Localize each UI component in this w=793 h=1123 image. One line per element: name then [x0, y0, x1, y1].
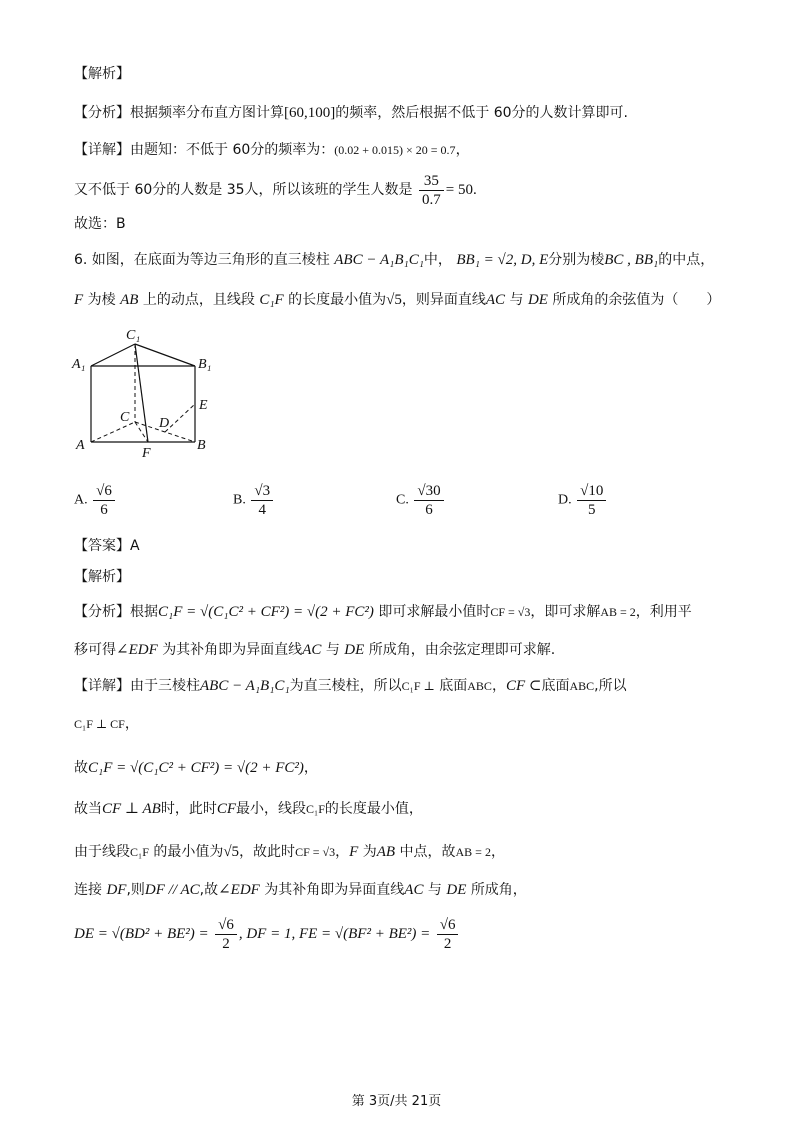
text-fragment: ，则异面直线: [401, 292, 486, 308]
analysis-line-3: [74, 640, 555, 660]
segment-de-dashed: [165, 404, 195, 432]
ab-value: AB = 2: [455, 845, 491, 859]
perp-math: C₁F ⊥: [401, 679, 435, 693]
text-fragment: ,则: [126, 882, 145, 898]
detail-line-5: [74, 758, 318, 778]
edge-a1c1: [91, 344, 135, 366]
label-b: B: [197, 438, 206, 453]
subset-math: CF ⊂: [505, 678, 542, 694]
line-de: DE: [527, 292, 548, 308]
segment-df: DF: [106, 882, 127, 898]
text-fragment: 中，: [423, 252, 452, 268]
text-fragment: 的最小值为: [153, 844, 224, 860]
de-formula: DE = √(BD² + BE²) =: [74, 926, 209, 942]
analysis-heading-2: 【解析】: [74, 569, 130, 585]
fraction-numerator: √6: [437, 916, 459, 935]
text-fragment: ,所以: [594, 678, 627, 694]
analysis-heading-1: 【解析】: [74, 66, 130, 82]
option-letter: A.: [74, 492, 88, 508]
text-fragment: ，: [124, 716, 139, 732]
fraction-numerator: √10: [577, 482, 606, 501]
question-6-line-2: [74, 290, 720, 310]
text-fragment: 6. 如图，在底面为等边三角形的直三棱柱: [74, 252, 330, 268]
option-letter: B.: [233, 492, 246, 508]
text-fragment: ,故: [199, 882, 219, 898]
detail-line-9: [74, 914, 460, 954]
angle-edf: ∠EDF: [218, 882, 260, 898]
text-fragment: 与: [509, 292, 524, 308]
line-ac: AC: [302, 642, 322, 658]
text-fragment: 所成角，: [470, 882, 527, 898]
prism-name: ABC − A₁B₁C₁: [200, 678, 290, 694]
c1f-formula: C₁F = √(C₁C² + CF²) = √(2 + FC²): [158, 604, 374, 620]
edge-ab: AB: [120, 292, 139, 308]
label-d: D: [159, 416, 170, 431]
text-fragment: 中点，故: [399, 844, 456, 860]
text-fragment: 故当: [74, 801, 102, 817]
detail-line-2: [74, 170, 477, 210]
point-f: F: [349, 844, 359, 860]
text-fragment: 为其补角即为异面直线: [264, 882, 405, 898]
perp-math: C₁F ⊥ CF: [74, 717, 125, 731]
text-fragment: 连接: [74, 882, 102, 898]
text-fragment: 底面: [541, 678, 570, 694]
fraction-denominator: 6: [100, 502, 108, 518]
de-fraction: [215, 916, 237, 953]
point-f: F: [74, 292, 84, 308]
detail-line-3: [74, 676, 627, 696]
text-fragment: 为棱: [87, 292, 116, 308]
students-fraction: [419, 172, 444, 209]
text-fragment: 故: [74, 760, 88, 776]
plane-abc: ABC: [569, 679, 595, 693]
detail-line-1: [74, 140, 470, 160]
text-fragment: 上的动点，且线段: [142, 292, 255, 308]
text-fragment: ，利用平: [635, 604, 692, 620]
text-fragment: 最小，线段: [236, 801, 306, 817]
text-fragment: 为直三棱柱，所以: [289, 678, 402, 694]
frequency-formula: (0.02 + 0.015) × 20 = 0.7: [334, 143, 456, 157]
option-letter: D.: [558, 492, 572, 508]
label-c1: C₁: [126, 328, 141, 343]
analysis-line-1: [74, 103, 628, 123]
text-fragment: 【分析】根据频率分布直方图计算: [74, 105, 284, 121]
text-fragment: 为其补角即为异面直线: [162, 642, 303, 658]
line-ac: AC: [485, 292, 506, 308]
text-fragment: ，: [335, 844, 350, 860]
text-fragment: 底面: [439, 678, 468, 694]
text-fragment: ，: [303, 760, 318, 776]
fraction-numerator: √6: [215, 916, 237, 935]
text-fragment: ，: [455, 142, 470, 158]
text-fragment: 所成角的余弦值为（ ）: [552, 292, 721, 308]
answer-line: 【答案】A: [74, 538, 140, 554]
df-fe-formula: , DF = 1, FE = √(BF² + BE²) =: [238, 926, 431, 942]
interval-math: [60,100]: [284, 105, 336, 121]
edge-c1b1: [135, 344, 195, 366]
prism-name: ABC − A₁B₁C₁: [334, 252, 424, 268]
fraction-numerator: √30: [414, 482, 443, 501]
option-d[interactable]: [558, 482, 608, 519]
edge-ab: AB: [376, 844, 396, 860]
fraction-denominator: 0.7: [421, 191, 441, 208]
text-fragment: 又不低于 60分的人数是 35人，所以该班的学生人数是: [74, 182, 413, 198]
segment-c1f: C₁F: [130, 845, 149, 859]
analysis-line-2: [74, 602, 692, 622]
choose-line-1: 故选：B: [74, 216, 126, 232]
fraction-denominator: 6: [425, 502, 433, 518]
fraction-denominator: 5: [587, 502, 596, 518]
parallel-math: DF // AC: [144, 882, 200, 898]
option-fraction: [577, 482, 606, 519]
result-math: = 50.: [445, 182, 477, 198]
line-ac: AC: [404, 882, 424, 898]
label-a: A: [76, 438, 85, 453]
text-fragment: 【详解】由于三棱柱: [74, 678, 200, 694]
edge-ac-dashed: [91, 422, 135, 442]
perp-condition: CF ⊥ AB: [102, 801, 161, 817]
label-f: F: [142, 446, 151, 461]
question-6-line-1: [74, 250, 714, 270]
text-fragment: 【详解】由题知：不低于 60分的频率为：: [74, 142, 335, 158]
text-fragment: 为: [362, 844, 377, 860]
fraction-denominator: 2: [222, 935, 230, 952]
fraction-denominator: 2: [443, 935, 452, 952]
label-c: C: [120, 410, 130, 425]
text-fragment: 移可得: [74, 642, 116, 658]
detail-line-7: [74, 842, 505, 862]
fe-fraction: [437, 916, 459, 953]
option-fraction: [251, 482, 273, 519]
detail-line-8: [74, 880, 527, 900]
option-b[interactable]: [233, 482, 275, 519]
page-number-footer: 第 3页/共 21页: [351, 1094, 442, 1109]
c1f-formula: C₁F = √(C₁C² + CF²) = √(2 + FC²): [88, 760, 304, 776]
sqrt5: √5: [386, 292, 402, 308]
text-fragment: ，: [490, 844, 505, 860]
fraction-denominator: 4: [258, 502, 266, 518]
fraction-numerator: 35: [419, 172, 444, 191]
fraction-numerator: √6: [93, 482, 115, 501]
text-fragment: 时，此时: [160, 801, 217, 817]
fraction-numerator: √3: [251, 482, 273, 501]
cf-value: CF = √3: [295, 845, 336, 859]
text-fragment: 的频率，然后根据不低于 60分的人数计算即可.: [335, 105, 628, 121]
segment-c1f: C₁F: [306, 802, 325, 816]
text-fragment: ，即可求解: [530, 604, 601, 620]
text-fragment: 与: [427, 882, 442, 898]
option-c[interactable]: [396, 482, 446, 519]
sqrt5: √5: [223, 844, 240, 860]
bb1-condition: BB₁ = √2, D, E: [456, 252, 549, 268]
detail-line-6: [74, 799, 423, 819]
angle-edf: ∠EDF: [116, 642, 158, 658]
segment-cf: CF: [216, 801, 236, 817]
label-a1: A₁: [72, 357, 86, 372]
option-letter: C.: [396, 492, 409, 508]
text-fragment: 所成角，由余弦定理即可求解.: [368, 642, 556, 658]
line-de: DE: [446, 882, 467, 898]
label-e: E: [199, 398, 208, 413]
text-fragment: 即可求解最小值时: [378, 604, 491, 620]
text-fragment: 与: [325, 642, 340, 658]
ab-value: AB = 2: [600, 605, 636, 619]
line-de: DE: [344, 642, 365, 658]
segment-c1f: C₁F: [259, 292, 284, 308]
cf-value: CF = √3: [490, 605, 531, 619]
text-fragment: ，故此时: [239, 844, 296, 860]
text-fragment: 分别为棱: [548, 252, 605, 268]
edges-math: BC , BB₁: [604, 252, 659, 268]
text-fragment: 的中点，: [658, 252, 715, 268]
text-fragment: 由于线段: [74, 844, 130, 860]
text-fragment: 的长度最小值为: [288, 292, 387, 308]
text-fragment: 的长度最小值，: [324, 801, 423, 817]
option-a[interactable]: [74, 482, 117, 519]
text-fragment: 【分析】根据: [74, 604, 158, 620]
option-fraction: [93, 482, 115, 519]
option-fraction: [414, 482, 443, 519]
text-fragment: ，: [491, 678, 506, 694]
segment-c1f-line: [135, 344, 148, 442]
label-b1: B₁: [198, 357, 212, 372]
detail-line-4: [74, 714, 139, 734]
prism-figure: [70, 326, 230, 461]
plane-abc: ABC: [467, 679, 492, 693]
